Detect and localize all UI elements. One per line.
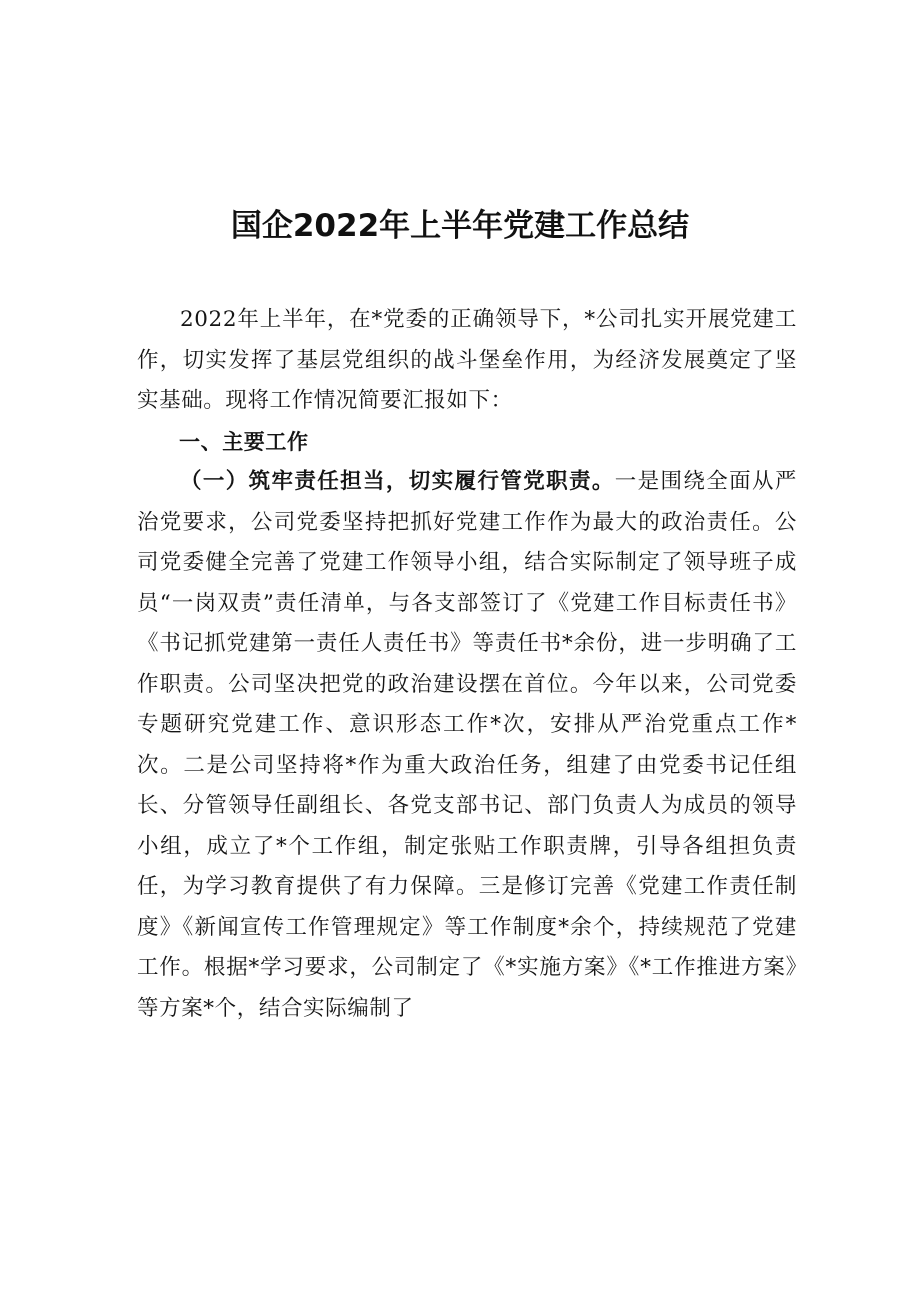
subsection-paragraph-1 [137,462,797,1029]
subsection-heading-1: （一）筑牢责任担当，切实履行管党职责。 [180,469,615,494]
section-heading-main-work: 一、主要工作 [179,429,309,454]
subsection-body-1: 一是围绕全面从严治党要求，公司党委坚持把抓好党建工作作为最大的政治责任。公司党委健全完善了党建工作领导小组，结合实际制定了领导班子成员“一岗双责”责任清单，与各支部签订了《党建工作目标责任书》《书记抓党建第一责任人责任书》等责任书*余份，进一步明确了工作职责。公司坚决把党的政治建设摆在首位。今年以来，公司党委专题研究党建工作、意识形态工作*次，安排从严治党重点工作*次。二是公司坚持将*作为重大政治任务，组建了由党委书记任组长、分管领导任副组长、各党支部书记、部门负责人为成员的领导小组，成立了*个工作组，制定张贴工作职责牌，引导各组担负责任，为学习教育提供了有力保障。三是修订完善《党建工作责任制度》《新闻宣传工作管理规定》等工作制度*余个，持续规范了党建工作。根据*学习要求，公司制定了《*实施方案》《*工作推进方案》等方案*个，结合实际编制了 [137,469,797,1021]
document-body [137,300,797,1029]
intro-paragraph: 2022年上半年，在*党委的正确领导下，*公司扎实开展党建工作，切实发挥了基层党组织的战斗堡垒作用，为经济发展奠定了坚实基础。现将工作情况简要汇报如下： [137,307,797,413]
document-title: 国企2022年上半年党建工作总结 [230,208,690,244]
